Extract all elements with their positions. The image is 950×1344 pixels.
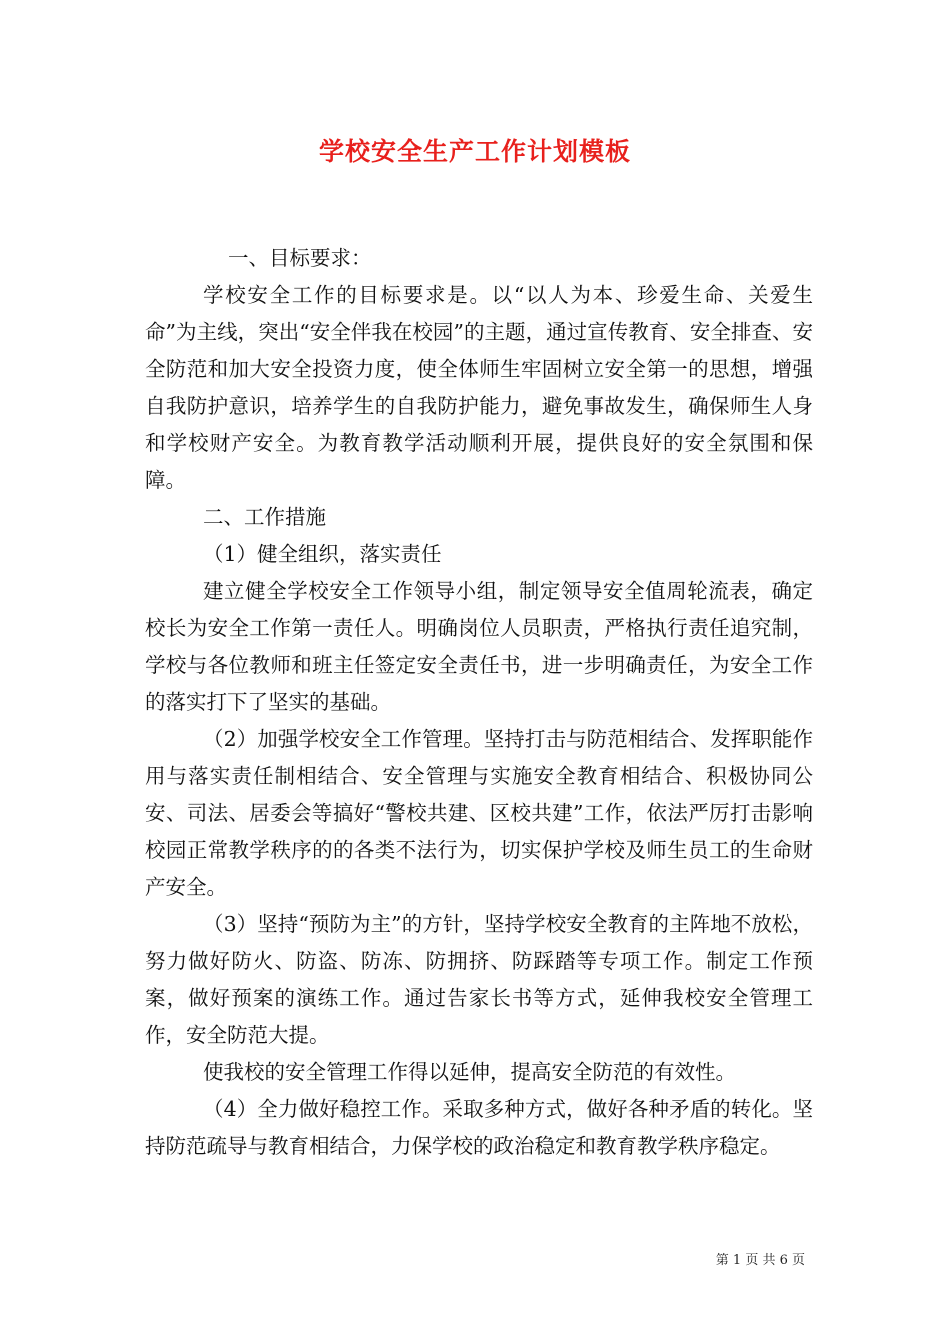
document-body [145, 240, 813, 1165]
subheading-organization: （1）健全组织，落实责任 [203, 542, 442, 566]
paragraph-management: （2）加强学校安全工作管理。坚持打击与防范相结合、发挥职能作用与落实责任制相结合、安全管理与实施安全教育相结合、积极协同公安、司法、居委会等搞好“警校共建、区校共建”工作，依法严厉打击影响校园正常教学秩序的的各类不法行为，切实保护学校及师生员工的生命财产安全。 [145, 727, 813, 899]
section-heading-measures: 二、工作措施 [203, 505, 326, 529]
paragraph-organization: 建立健全学校安全工作领导小组，制定领导安全值周轮流表，确定校长为安全工作第一责任人。明确岗位人员职责，严格执行责任追究制，学校与各位教师和班主任签定安全责任书，进一步明确责任，为安全工作的落实打下了坚实的基础。 [145, 579, 813, 714]
paragraph-extension: 使我校的安全管理工作得以延伸，提高安全防范的有效性。 [203, 1060, 736, 1084]
page-number: 第 1 页 共 6 页 [715, 1253, 805, 1268]
paragraph-goals: 学校安全工作的目标要求是。以“以人为本、珍爱生命、关爱生命”为主线，突出“安全伴我在校园”的主题，通过宣传教育、安全排查、安全防范和加大安全投资力度，使全体师生牢固树立安全第一的思想，增强自我防护意识，培养学生的自我防护能力，避免事故发生，确保师生人身和学校财产安全。为教育教学活动顺利开展，提供良好的安全氛围和保障。 [145, 283, 813, 492]
document-title: 学校安全生产工作计划模板 [318, 137, 631, 166]
section-heading-goals: 一、目标要求： [228, 246, 372, 270]
paragraph-stability: （4）全力做好稳控工作。采取多种方式，做好各种矛盾的转化。坚持防范疏导与教育相结合，力保学校的政治稳定和教育教学秩序稳定。 [145, 1097, 813, 1158]
paragraph-prevention: （3）坚持“预防为主”的方针，坚持学校安全教育的主阵地不放松，努力做好防火、防盗、防冻、防拥挤、防踩踏等专项工作。制定工作预案，做好预案的演练工作。通过告家长书等方式，延伸我校安全管理工作，安全防范大提。 [145, 912, 813, 1047]
